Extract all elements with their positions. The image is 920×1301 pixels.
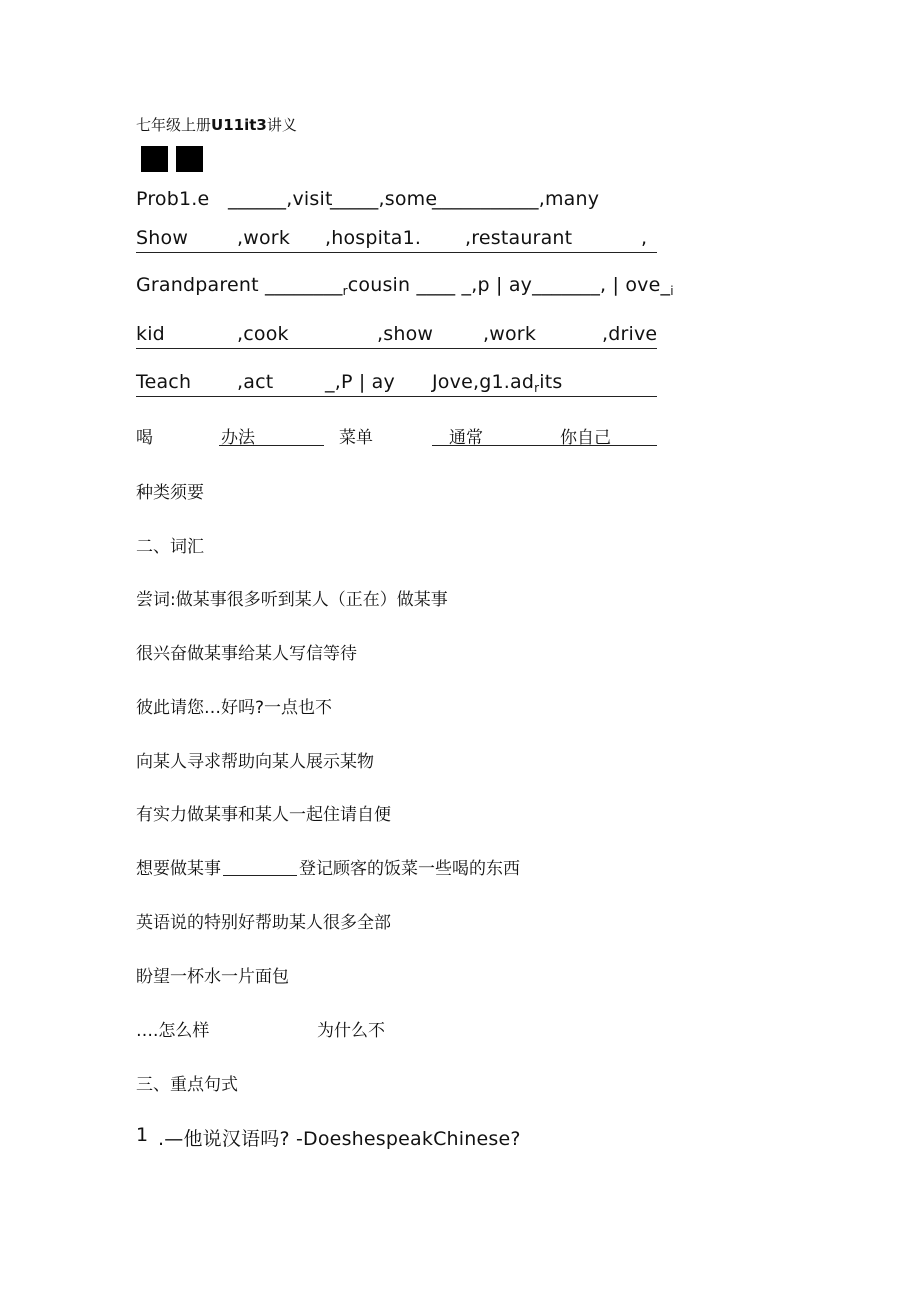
vocab-hospital: ,hospita1. <box>325 227 422 249</box>
sentence-1: .—他说汉语吗? -DoeshespeakChinese? <box>158 1128 521 1150</box>
phrase-line-7: 英语说的特别好帮助某人很多全部 <box>136 913 391 933</box>
vocab-menu: 菜单 <box>339 428 373 448</box>
phrase-line-2: 很兴奋做某事给某人写信等待 <box>136 644 357 664</box>
vocab-grandparent: Grandparent $\_\_\_\_\_\_\_\__rcousin$ ____ _,p | ay_______, | $ove\__i$ <box>136 274 674 298</box>
underline-way <box>219 445 324 446</box>
sentence-number: 1 <box>136 1124 149 1146</box>
underline-row5 <box>136 396 657 397</box>
vocab-comma: , <box>641 227 648 249</box>
phrase-how-about: ….怎么样 <box>136 1021 210 1041</box>
section-heading-vocabulary: 二、词汇 <box>136 537 204 557</box>
phrase-line-5: 有实力做某事和某人一起住请自便 <box>136 805 391 825</box>
vocab-some: _____,some <box>330 188 438 210</box>
vocab-drive: ,drive <box>602 323 658 345</box>
section-heading-sentences: 三、重点句式 <box>136 1075 238 1095</box>
black-box-1 <box>141 146 168 172</box>
vocab-work: ,work <box>237 227 291 249</box>
vocab-restaurant: ,restaurant <box>465 227 573 249</box>
vocab-way: 办法 <box>221 428 255 448</box>
phrase-why-not: 为什么不 <box>317 1021 385 1041</box>
vocab-love-glad: $Jove,g1.ad_rits$ <box>432 371 563 395</box>
vocab-yourself: 你自己 <box>560 428 611 448</box>
vocab-teach: Teach <box>136 371 192 393</box>
phrase-line-6a: 想要做某事 <box>136 859 221 879</box>
vocab-act: ,act <box>237 371 274 393</box>
phrase-line-3: 彼此请您…好吗?一点也不 <box>136 698 333 718</box>
underline-row2 <box>136 252 657 253</box>
vocab-many: ___________,many <box>432 188 600 210</box>
vocab-show2: ,show <box>377 323 434 345</box>
vocab-kid: kid <box>136 323 165 345</box>
document-title: 七年级上册U11it3讲义 <box>136 116 297 134</box>
vocab-visit: ______,visit <box>228 188 333 210</box>
line-kinds: 种类须要 <box>136 483 204 503</box>
vocab-problem: Prob1.e <box>136 188 210 210</box>
vocab-usually: 通常 <box>449 428 483 448</box>
blank-underline <box>223 875 297 876</box>
phrase-line-4: 向某人寻求帮助向某人展示某物 <box>136 752 374 772</box>
phrase-line-1: 尝词:做某事很多听到某人（正在）做某事 <box>136 590 448 610</box>
underline-row4 <box>136 348 657 349</box>
phrase-line-8: 盼望一杯水一片面包 <box>136 967 289 987</box>
black-box-2 <box>176 146 203 172</box>
vocab-show: Show <box>136 227 189 249</box>
vocab-drink: 喝 <box>136 428 153 448</box>
vocab-cook: ,cook <box>237 323 289 345</box>
vocab-play: _,P | ay <box>325 371 395 393</box>
vocab-work2: ,work <box>483 323 537 345</box>
underline-usually <box>432 445 657 446</box>
phrase-line-6b: 登记顾客的饭菜一些喝的东西 <box>299 859 520 879</box>
